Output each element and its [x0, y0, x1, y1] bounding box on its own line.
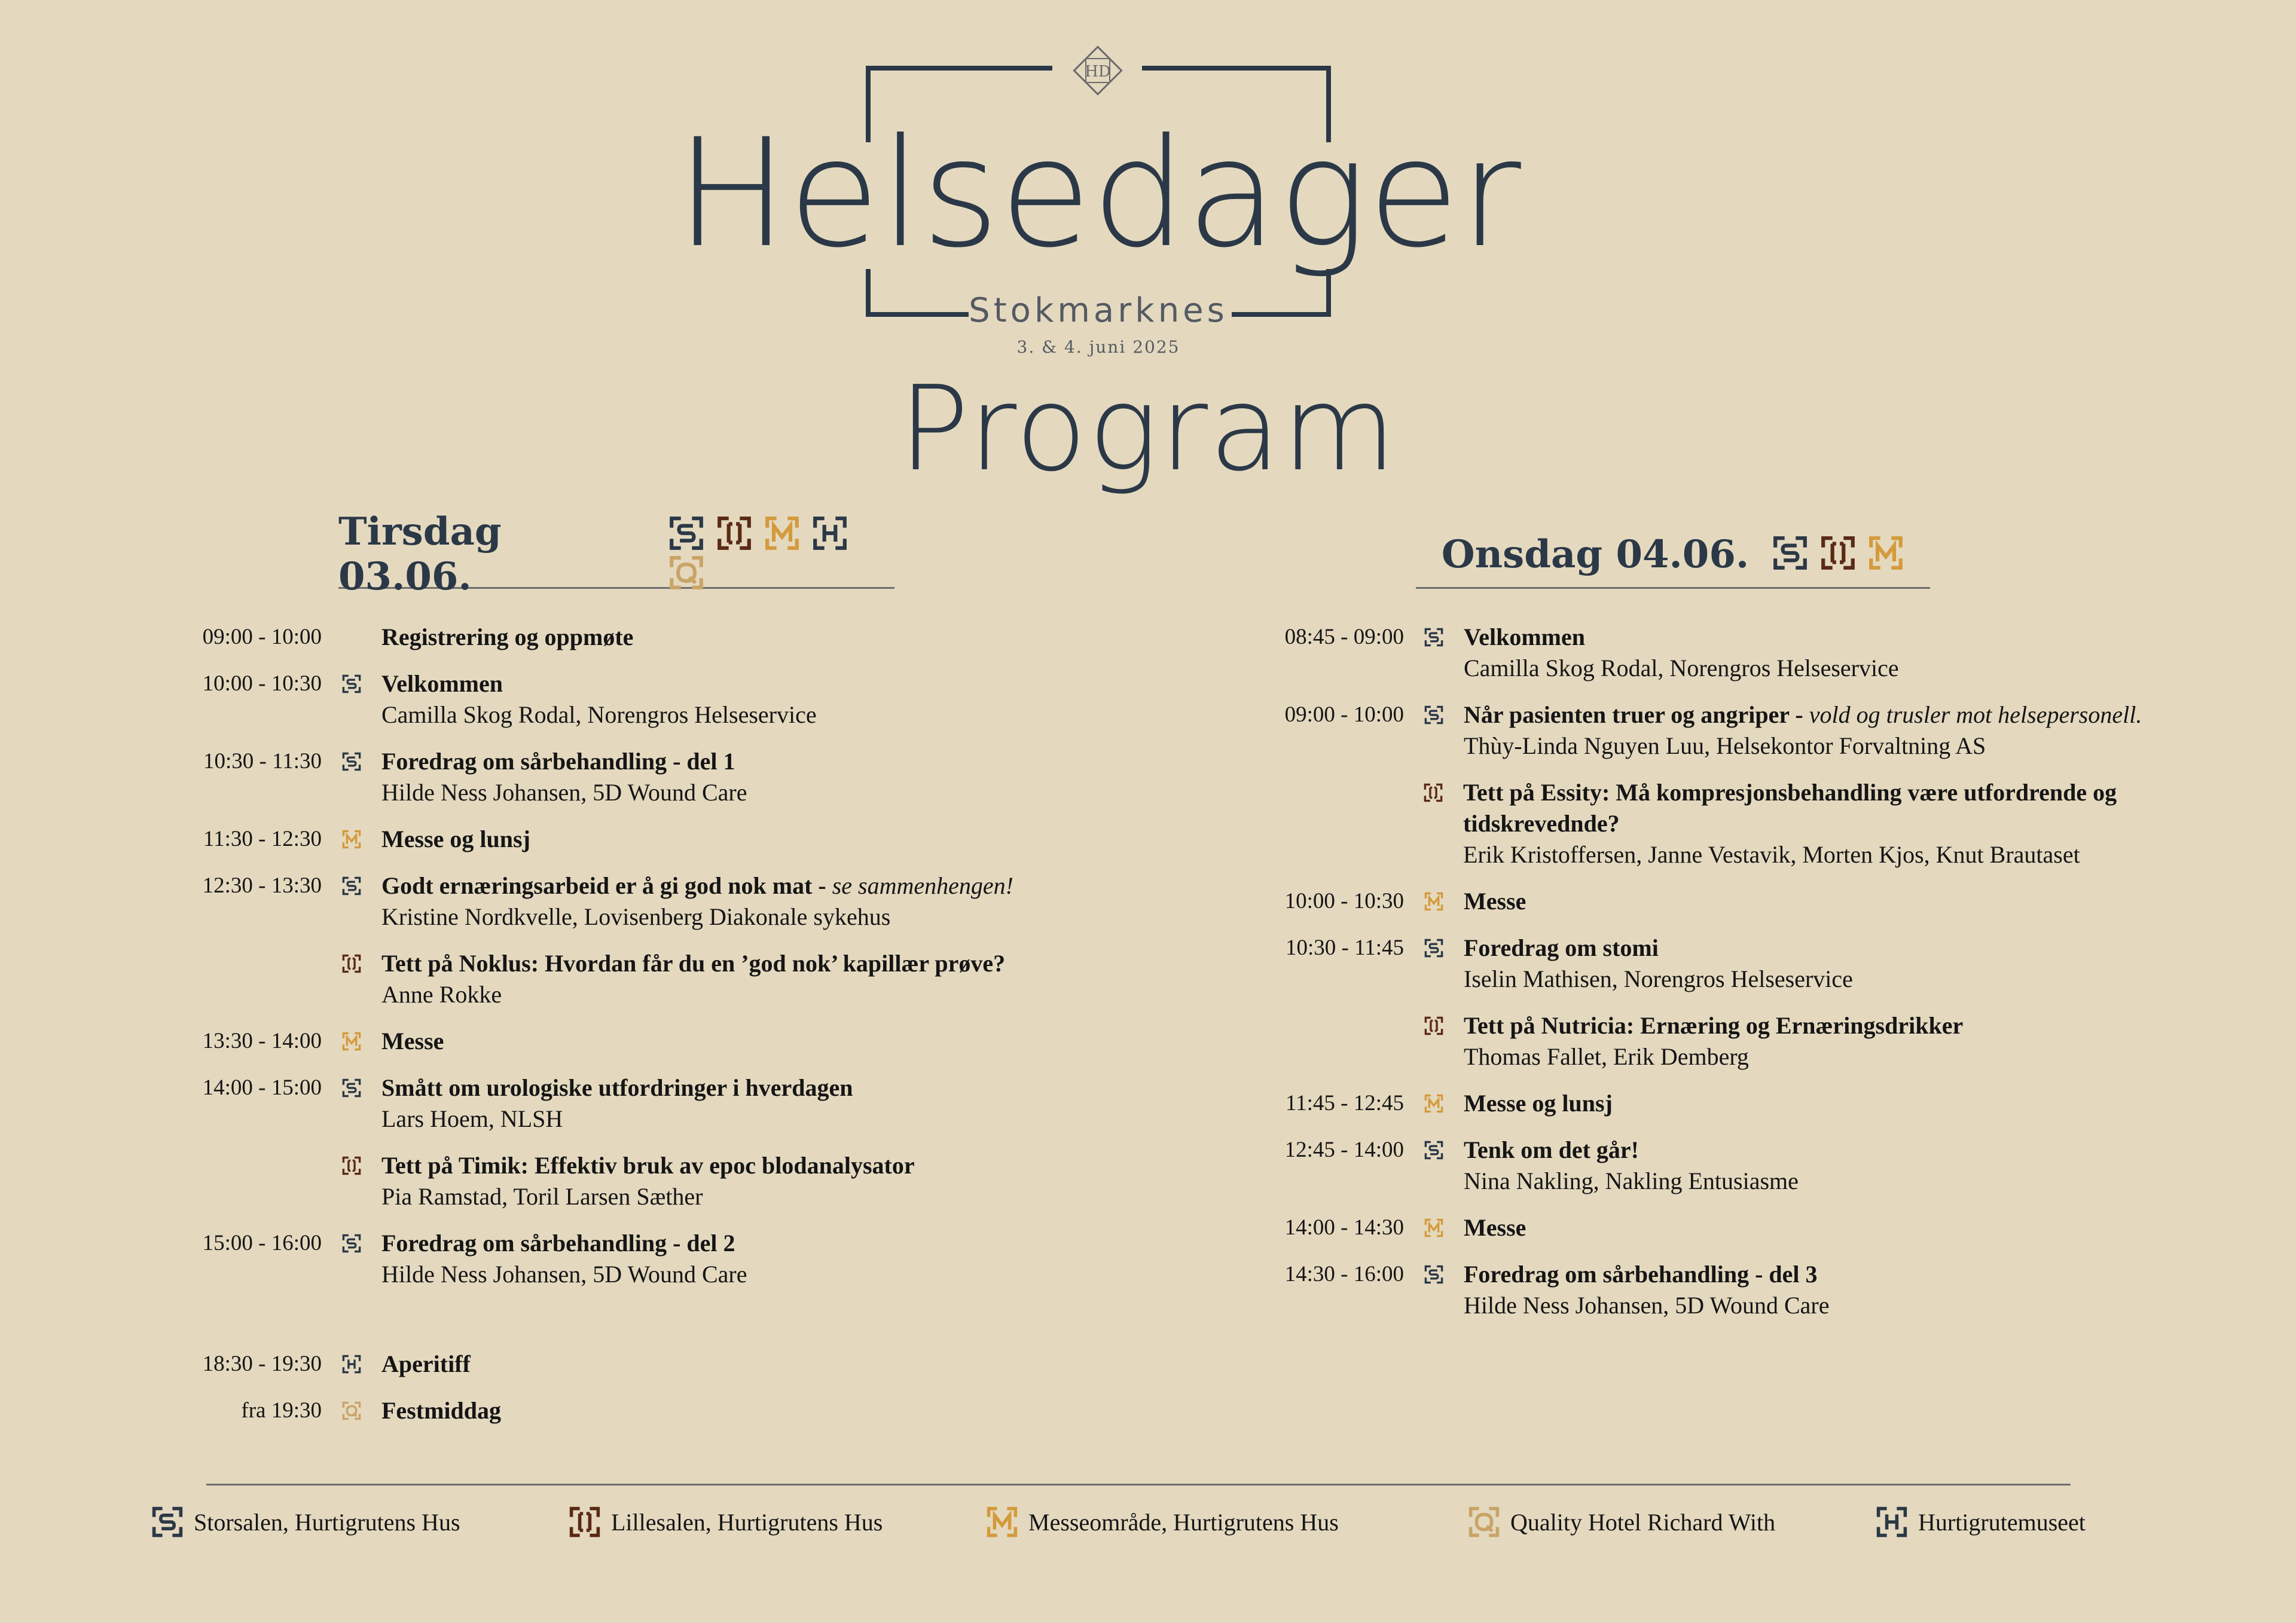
- item-title: Foredrag om stomi: [1464, 934, 1659, 961]
- schedule-item: [166, 1072, 1183, 1135]
- item-time: 10:00 - 10:30: [1284, 889, 1404, 913]
- schedule-item: [166, 1349, 1183, 1380]
- item-text: [381, 622, 633, 653]
- item-text: [381, 1150, 915, 1212]
- item-time: 12:45 - 14:00: [1284, 1138, 1404, 1162]
- item-venue: [322, 1026, 381, 1057]
- schedule-item: [1248, 622, 2277, 684]
- item-title: Foredrag om sårbehandling - del 3: [1464, 1261, 1818, 1288]
- item-speaker: Iselin Mathisen, Norengros Helseservice: [1464, 965, 1853, 992]
- item-venue: [322, 1150, 381, 1212]
- item-text: [1464, 1135, 1799, 1197]
- storsalen-icon: [668, 515, 705, 552]
- storsalen-icon: [341, 1233, 362, 1254]
- item-text: [381, 870, 1013, 933]
- quality-hotel-icon: [1467, 1505, 1501, 1539]
- logo-monogram-icon: [1074, 47, 1121, 94]
- lillesalen-icon: [568, 1505, 602, 1539]
- item-text: [1464, 1088, 1613, 1119]
- schedule-item: [1248, 1010, 2277, 1072]
- item-title: Aperitiff: [381, 1350, 471, 1377]
- schedule-item: [1248, 886, 2277, 917]
- item-time: 13:30 - 14:00: [202, 1029, 322, 1053]
- storsalen-icon: [341, 751, 362, 772]
- messeomrade-icon: [1867, 534, 1904, 571]
- lillesalen-icon: [1819, 534, 1857, 571]
- item-subtitle: se sammenhengen!: [832, 872, 1013, 899]
- item-time: [166, 1150, 322, 1212]
- item-subtitle: vold og trusler mot helsepersonell.: [1809, 701, 2142, 728]
- legend-item: [151, 1505, 460, 1539]
- item-venue: [1404, 933, 1464, 995]
- item-speaker: Hilde Ness Johansen, 5D Wound Care: [381, 779, 747, 806]
- hurtigrutemuseet-icon: [1875, 1505, 1909, 1539]
- item-venue: [1404, 1088, 1464, 1119]
- schedule-item: [1248, 1212, 2277, 1243]
- tuesday-venue-icons: [657, 515, 894, 594]
- item-time: 08:45 - 09:00: [1284, 625, 1404, 649]
- item-title: Foredrag om sårbehandling - del 1: [381, 748, 735, 775]
- item-time: 14:30 - 16:00: [1284, 1262, 1404, 1286]
- item-time: 10:30 - 11:45: [1285, 936, 1404, 960]
- storsalen-icon: [1424, 705, 1444, 725]
- item-time: 10:30 - 11:30: [203, 749, 322, 774]
- item-text: [1464, 622, 1899, 684]
- legend-label: Messeområde, Hurtigrutens Hus: [1028, 1508, 1339, 1536]
- messeomrade-icon: [1424, 1218, 1444, 1238]
- item-title: Messe og lunsj: [1464, 1090, 1613, 1117]
- event-location: Stokmarknes: [969, 291, 1228, 330]
- item-title: Velkommen: [1464, 623, 1585, 650]
- item-title: Tett på Essity: Må kompresjonsbehandling være utfordrende og tidskrevednde?: [1463, 779, 2117, 837]
- schedule-item: [166, 870, 1183, 933]
- schedule-item: [166, 746, 1183, 808]
- storsalen-icon: [151, 1505, 184, 1539]
- hurtigrutemuseet-icon: [341, 1354, 362, 1374]
- item-time: [166, 948, 322, 1010]
- item-venue: [322, 1072, 381, 1135]
- item-text: [381, 1228, 747, 1290]
- tuesday-schedule: [166, 622, 1183, 1442]
- item-time: [1248, 1010, 1404, 1072]
- item-text: [381, 824, 530, 855]
- item-venue: [1404, 886, 1464, 917]
- legend-item: [985, 1505, 1339, 1539]
- item-title: Godt ernæringsarbeid er å gi god nok mat -: [381, 872, 832, 899]
- item-time: 10:00 - 10:30: [202, 671, 322, 696]
- item-text: [381, 746, 747, 808]
- messeomrade-icon: [341, 1031, 362, 1052]
- item-venue: [322, 870, 381, 933]
- item-title: Messe: [1464, 1214, 1526, 1241]
- lillesalen-icon: [716, 515, 753, 552]
- item-speaker: Hilde Ness Johansen, 5D Wound Care: [381, 1261, 747, 1288]
- item-speaker: Pia Ramstad, Toril Larsen Sæther: [381, 1183, 703, 1210]
- messeomrade-icon: [1424, 891, 1444, 912]
- item-time: 11:45 - 12:45: [1285, 1091, 1404, 1115]
- item-venue: [1404, 1259, 1464, 1321]
- item-text: [1464, 933, 1853, 995]
- item-text: [381, 1026, 444, 1057]
- quality-hotel-icon: [341, 1401, 362, 1421]
- storsalen-icon: [1772, 534, 1809, 571]
- lillesalen-icon: [341, 1156, 362, 1176]
- storsalen-icon: [1424, 1264, 1444, 1285]
- item-speaker: Lars Hoem, NLSH: [381, 1105, 563, 1132]
- schedule-item: [166, 668, 1183, 730]
- item-title: Tett på Nutricia: Ernæring og Ernæringsdrikker: [1464, 1012, 1964, 1039]
- legend-label: Storsalen, Hurtigrutens Hus: [194, 1508, 460, 1536]
- item-title: Tett på Timik: Effektiv bruk av epoc blodanalysator: [381, 1152, 915, 1179]
- item-time: 14:00 - 14:30: [1284, 1215, 1404, 1240]
- item-text: [1464, 886, 1526, 917]
- tuesday-header: [338, 509, 894, 599]
- schedule-item: [166, 1026, 1183, 1057]
- item-speaker: Anne Rokke: [381, 981, 502, 1008]
- item-venue: [322, 948, 381, 1010]
- item-speaker: Nina Nakling, Nakling Entusiasme: [1464, 1167, 1799, 1194]
- legend-item: [568, 1505, 883, 1539]
- item-text: [1464, 1212, 1526, 1243]
- messeomrade-icon: [1424, 1093, 1444, 1114]
- schedule-item: [1248, 699, 2277, 762]
- event-dates: 3. & 4. juni 2025: [1016, 337, 1180, 357]
- item-speaker: Thomas Fallet, Erik Demberg: [1464, 1043, 1749, 1070]
- item-speaker: Camilla Skog Rodal, Norengros Helseservice: [1464, 655, 1899, 681]
- schedule-item: [166, 1395, 1183, 1426]
- item-speaker: Erik Kristoffersen, Janne Vestavik, Morten Kjos, Knut Brautaset: [1463, 841, 2080, 868]
- schedule-item: [1248, 933, 2277, 995]
- storsalen-icon: [1424, 627, 1444, 647]
- item-time: 15:00 - 16:00: [202, 1231, 322, 1255]
- legend-item: [1875, 1505, 2086, 1539]
- item-venue: [322, 1395, 381, 1426]
- lillesalen-icon: [1424, 1016, 1444, 1036]
- hurtigrutemuseet-icon: [811, 515, 848, 552]
- storsalen-icon: [341, 876, 362, 896]
- legend-item: [1467, 1505, 1775, 1539]
- wednesday-schedule: [1248, 622, 2277, 1337]
- lillesalen-icon: [1423, 783, 1443, 803]
- item-title: Festmiddag: [381, 1397, 501, 1424]
- schedule-item: [166, 1228, 1183, 1290]
- item-time: 09:00 - 10:00: [202, 625, 322, 649]
- storsalen-icon: [341, 674, 362, 694]
- item-speaker: Kristine Nordkvelle, Lovisenberg Diakonale sykehus: [381, 903, 891, 930]
- schedule-item: [1248, 1088, 2277, 1119]
- messeomrade-icon: [985, 1505, 1019, 1539]
- item-venue: [1404, 1212, 1464, 1243]
- schedule-item: [166, 948, 1183, 1010]
- item-text: [381, 1395, 501, 1426]
- item-text: [1463, 777, 2277, 870]
- item-speaker: Thùy-Linda Nguyen Luu, Helsekontor Forvaltning AS: [1464, 732, 1986, 759]
- item-time: 11:30 - 12:30: [203, 827, 322, 851]
- wednesday-title: Onsdag 04.06.: [1441, 531, 1750, 577]
- item-venue: [322, 668, 381, 730]
- item-title: Messe: [1464, 888, 1526, 915]
- program-title: Program: [898, 361, 1398, 497]
- item-title: Foredrag om sårbehandling - del 2: [381, 1230, 735, 1257]
- messeomrade-icon: [764, 515, 801, 552]
- item-title: Messe: [381, 1028, 444, 1055]
- legend-label: Quality Hotel Richard With: [1510, 1508, 1776, 1536]
- item-text: [381, 1072, 853, 1135]
- quality-hotel-icon: [668, 554, 705, 591]
- wednesday-venue-icons: [1761, 534, 1904, 574]
- schedule-item: [1248, 1135, 2277, 1197]
- wednesday-header: [1416, 521, 1930, 589]
- schedule-item: [166, 824, 1183, 855]
- event-title: Helsedager: [676, 106, 1521, 280]
- footer-divider: [206, 1484, 2071, 1486]
- item-time: fra 19:30: [241, 1398, 322, 1423]
- item-venue: [322, 746, 381, 808]
- storsalen-icon: [341, 1078, 362, 1098]
- item-title: Tenk om det går!: [1464, 1136, 1639, 1163]
- legend-label: Lillesalen, Hurtigrutens Hus: [611, 1508, 883, 1536]
- item-time: 14:00 - 15:00: [202, 1075, 322, 1100]
- item-time: 09:00 - 10:00: [1284, 702, 1404, 727]
- schedule-item: [166, 622, 1183, 653]
- item-venue: [1404, 1135, 1464, 1197]
- item-title: Smått om urologiske utfordringer i hverdagen: [381, 1074, 853, 1101]
- messeomrade-icon: [341, 829, 362, 849]
- schedule-item: [1248, 1259, 2277, 1321]
- item-text: [1464, 699, 2142, 762]
- item-venue: [1404, 1010, 1464, 1072]
- item-title: Messe og lunsj: [381, 826, 530, 852]
- item-venue: [322, 622, 381, 653]
- tuesday-title: Tirsdag 03.06.: [338, 509, 502, 599]
- schedule-item: [166, 1150, 1183, 1212]
- legend-label: Hurtigrutemuseet: [1918, 1508, 2086, 1536]
- helsedager-logo: [0, 0, 2296, 371]
- lillesalen-icon: [341, 953, 362, 974]
- item-text: [381, 1349, 471, 1380]
- item-title: Velkommen: [381, 670, 503, 697]
- item-text: [381, 948, 1005, 1010]
- item-speaker: Hilde Ness Johansen, 5D Wound Care: [1464, 1292, 1830, 1319]
- item-venue: [1404, 622, 1464, 684]
- storsalen-icon: [1424, 938, 1444, 958]
- item-text: [381, 668, 817, 730]
- item-time: 18:30 - 19:30: [202, 1352, 322, 1376]
- item-text: [1464, 1010, 1963, 1072]
- item-venue: [322, 1228, 381, 1290]
- item-text: [1464, 1259, 1830, 1321]
- item-venue: [1404, 699, 1464, 762]
- item-venue: [1403, 777, 1463, 870]
- item-title: Registrering og oppmøte: [381, 623, 634, 650]
- item-speaker: Camilla Skog Rodal, Norengros Helseservice: [381, 701, 817, 728]
- storsalen-icon: [1424, 1140, 1444, 1160]
- item-venue: [322, 1349, 381, 1380]
- item-title: Tett på Noklus: Hvordan får du en ’god nok’ kapillær prøve?: [381, 950, 1006, 977]
- schedule-item: [1248, 777, 2277, 870]
- item-time: [1248, 777, 1403, 870]
- item-venue: [322, 824, 381, 855]
- item-time: 12:30 - 13:30: [202, 873, 322, 898]
- item-title: Når pasienten truer og angriper -: [1464, 701, 1809, 728]
- logo-monogram: HD: [1085, 63, 1111, 81]
